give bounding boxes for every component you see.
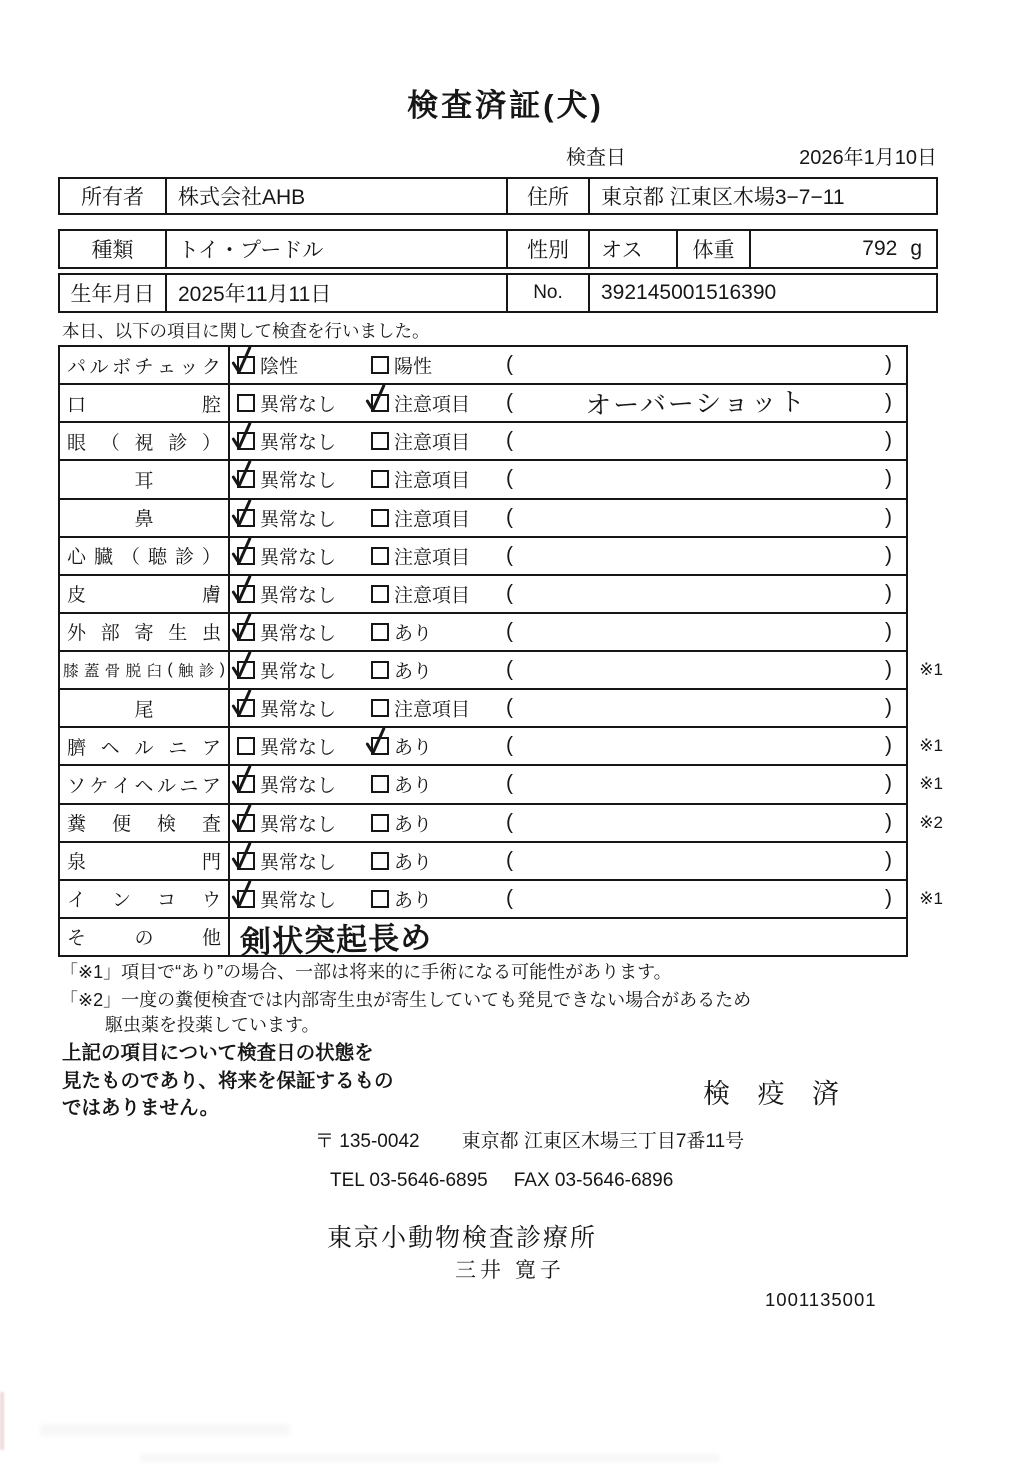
option-label: 注意項目 (394, 509, 471, 531)
checkbox-option-1[interactable] (237, 661, 255, 679)
option-label: あり (394, 623, 433, 645)
check-mark-icon (233, 688, 259, 718)
label-char: 脱 (125, 663, 142, 681)
label-char: ェ (156, 356, 176, 378)
label-char: 触 (178, 663, 194, 681)
label-char: 診 (168, 432, 188, 454)
checkbox-option-2[interactable] (371, 737, 389, 755)
exam-options (230, 652, 906, 688)
label-char: イ (67, 890, 87, 912)
checkbox-option-1[interactable] (237, 432, 255, 450)
checkbox-option-2[interactable] (371, 394, 389, 412)
label-char: 虫 (201, 623, 221, 645)
exam-options (230, 385, 906, 421)
label-char: ル (89, 356, 109, 378)
owner-address-label: 住所 (508, 179, 590, 213)
open-paren: ( (506, 352, 513, 376)
checkbox-option-1[interactable] (237, 699, 255, 717)
option-label: 陰性 (260, 356, 299, 378)
checkbox-option-2[interactable] (371, 547, 389, 565)
checkbox-option-1[interactable] (237, 890, 255, 908)
open-paren: ( (506, 657, 513, 681)
label-char: ボ (111, 356, 131, 378)
disclaimer-line-1: 上記の項目について検査日の状態を (62, 1042, 374, 1064)
close-paren: ) (885, 848, 892, 872)
label-char: イ (111, 775, 131, 797)
quarantine-stamp: 検 疫 済 (703, 1079, 850, 1109)
breed-value: トイ・プードル (167, 231, 508, 267)
exam-item-label (60, 881, 230, 917)
exam-options (230, 690, 906, 726)
option-label: 陽性 (394, 356, 433, 378)
exam-item-label: 耳 (60, 461, 230, 497)
check-mark-icon (233, 650, 259, 680)
label-char: 査 (201, 814, 221, 836)
option-label: 異常なし (260, 699, 337, 721)
checkbox-option-1[interactable] (237, 470, 255, 488)
weight-value-cell (751, 231, 936, 267)
dog-info-row-1 (58, 229, 938, 269)
checkbox-option-1[interactable] (237, 356, 255, 374)
label-char: 寄 (134, 623, 154, 645)
checkbox-option-2[interactable] (371, 852, 389, 870)
option-label: あり (394, 775, 433, 797)
open-paren: ( (506, 428, 513, 452)
exam-options (230, 461, 906, 497)
label-char: 聴 (147, 547, 167, 569)
footnote-mark: ※1 (919, 736, 943, 756)
label-char: パ (67, 356, 87, 378)
label-char: 泉 (67, 852, 87, 874)
open-paren: ( (506, 505, 513, 529)
check-mark-icon (233, 879, 259, 909)
checkbox-option-2[interactable] (371, 470, 389, 488)
exam-row (60, 919, 906, 960)
option-label: あり (394, 852, 433, 874)
checkbox-option-2[interactable] (371, 509, 389, 527)
dog-info-row-2 (58, 273, 938, 313)
exam-item-label: 鼻 (60, 500, 230, 536)
checkbox-option-2[interactable] (371, 890, 389, 908)
option-label: あり (394, 814, 433, 836)
birthdate-value: 2025年11月11日 (167, 275, 508, 311)
close-paren: ) (885, 657, 892, 681)
label-char: ッ (179, 356, 199, 378)
close-paren: ) (885, 733, 892, 757)
label-char: 眼 (67, 432, 87, 454)
option-label: 異常なし (260, 547, 337, 569)
option-label: 異常なし (260, 432, 337, 454)
exam-row (60, 538, 906, 576)
label-char: 口 (67, 394, 87, 416)
check-mark-icon (367, 726, 393, 756)
check-mark-icon (233, 841, 259, 871)
label-char: 臍 (67, 737, 87, 759)
owner-address: 東京都 江東区木場3−7−11 (601, 186, 845, 209)
exam-item-label (60, 766, 230, 802)
label-char: ル (134, 737, 154, 759)
label-char: 診 (198, 663, 215, 681)
check-mark-icon (233, 803, 259, 833)
check-mark-icon (233, 574, 259, 604)
check-mark-icon (233, 498, 259, 528)
footnote-mark: ※1 (919, 774, 943, 794)
exam-row (60, 766, 943, 804)
check-mark-icon (233, 536, 259, 566)
label-char: ヘ (100, 737, 120, 759)
option-label: 注意項目 (394, 547, 471, 569)
label-char: ケ (89, 775, 109, 797)
exam-item-label: 尾 (60, 690, 230, 726)
label-char: 骨 (104, 663, 121, 681)
breed-label: 種類 (60, 231, 167, 267)
sex-value: オス (590, 231, 678, 267)
option-label: 注意項目 (394, 699, 471, 721)
label-char: ル (156, 775, 176, 797)
checkbox-option-2[interactable] (371, 661, 389, 679)
check-mark-icon (233, 345, 259, 375)
option-label: 異常なし (260, 852, 337, 874)
clinic-fax: FAX 03-5646-6896 (513, 1170, 674, 1191)
examiner-name: 三井 寛子 (455, 1259, 565, 1282)
label-char: 外 (67, 623, 87, 645)
number-label: No. (508, 275, 590, 311)
clinic-address: 東京都 江東区木場三丁目7番11号 (461, 1131, 745, 1152)
owner-table (58, 177, 938, 215)
open-paren: ( (506, 695, 513, 719)
exam-row (60, 576, 906, 614)
label-char: ) (219, 661, 225, 679)
label-char: チ (134, 356, 154, 378)
exam-row (60, 461, 906, 499)
check-mark-icon (233, 421, 259, 451)
exam-row (60, 652, 943, 690)
number-value: 392145001516390 (601, 281, 777, 304)
check-mark-icon (233, 459, 259, 489)
label-char: ン (111, 890, 131, 912)
exam-table (58, 345, 943, 960)
checkbox-option-1[interactable] (237, 852, 255, 870)
inspection-date-row (566, 141, 937, 170)
label-char: 蓋 (83, 663, 100, 681)
option-label: 注意項目 (394, 394, 471, 416)
footnote-3: 駆虫薬を投薬しています。 (105, 1015, 320, 1035)
exam-options (230, 728, 906, 764)
label-char: の (134, 928, 154, 950)
checkbox-option-1[interactable] (237, 775, 255, 793)
exam-options (230, 576, 906, 612)
open-paren: ( (506, 619, 513, 643)
label-char: 皮 (67, 585, 87, 607)
handwritten-note: オーバーショット (584, 386, 808, 421)
exam-options (230, 347, 906, 383)
label-char: 検 (156, 814, 176, 836)
open-paren: ( (506, 543, 513, 567)
exam-item-label (60, 538, 230, 574)
label-char: 他 (201, 928, 221, 950)
checkbox-option-2[interactable] (371, 623, 389, 641)
checkbox-option-1[interactable] (237, 623, 255, 641)
open-paren: ( (506, 771, 513, 795)
page-title: 検査済証(犬) (407, 88, 604, 123)
scan-artifact (40, 1424, 290, 1436)
disclaimer-line-2: 見たものであり、将来を保証するもの (62, 1069, 394, 1092)
label-char: ク (201, 356, 221, 378)
scan-artifact (0, 1392, 4, 1450)
option-label: あり (394, 661, 433, 683)
exam-row (60, 423, 906, 461)
exam-options (230, 614, 906, 650)
inspection-date-label: 検査日 (566, 147, 626, 169)
option-label: あり (394, 737, 433, 759)
label-char: （ (120, 547, 140, 569)
exam-item-label (60, 576, 230, 612)
footnote-1: 「※1」項目で“あり”の場合、一部は将来的に手術になる可能性があります。 (60, 962, 672, 982)
option-label: 異常なし (260, 775, 337, 797)
exam-item-label (60, 728, 230, 764)
label-char: ニ (179, 775, 199, 797)
close-paren: ) (885, 390, 892, 414)
checkbox-option-1[interactable] (237, 737, 255, 755)
checkbox-option-1[interactable] (237, 585, 255, 603)
option-label: 注意項目 (394, 432, 471, 454)
exam-row (60, 728, 943, 766)
option-label: 異常なし (260, 509, 337, 531)
label-char: 臼 (146, 663, 163, 681)
open-paren: ( (506, 390, 513, 414)
close-paren: ) (885, 352, 892, 376)
option-label: 異常なし (260, 737, 337, 759)
close-paren: ) (885, 543, 892, 567)
option-label: 異常なし (260, 470, 337, 492)
label-char: 膝 (63, 663, 79, 681)
exam-item-label (60, 805, 230, 841)
exam-item-label (60, 919, 230, 955)
label-char: 視 (134, 432, 154, 454)
clinic-contact-line (330, 1170, 673, 1192)
open-paren: ( (506, 886, 513, 910)
exam-options (230, 538, 906, 574)
label-char: 糞 (67, 814, 87, 836)
footnote-mark: ※1 (919, 660, 943, 680)
close-paren: ) (885, 695, 892, 719)
inspection-date-value: 2026年1月10日 (799, 147, 937, 169)
label-char: 臓 (93, 547, 113, 569)
intro-text: 本日、以下の項目に関して検査を行いました。 (62, 321, 430, 341)
clinic-tel: TEL 03-5646-6895 (330, 1170, 488, 1191)
exam-row (60, 805, 943, 843)
clinic-address-line (315, 1126, 744, 1153)
scan-artifact (140, 1454, 720, 1462)
option-label: 異常なし (260, 585, 337, 607)
sex-label: 性別 (508, 231, 590, 267)
option-label: 異常なし (260, 890, 337, 912)
close-paren: ) (885, 428, 892, 452)
weight-label: 体重 (678, 231, 751, 267)
footnote-mark: ※2 (919, 812, 943, 832)
option-label: 注意項目 (394, 470, 471, 492)
checkbox-option-1[interactable] (237, 814, 255, 832)
close-paren: ) (885, 771, 892, 795)
exam-options (230, 500, 906, 536)
label-char: ニ (168, 737, 188, 759)
owner-label: 所有者 (60, 179, 167, 213)
label-char: （ (100, 432, 120, 454)
open-paren: ( (506, 733, 513, 757)
label-char: ア (201, 737, 221, 759)
exam-item-label (60, 423, 230, 459)
disclaimer-text (62, 1040, 394, 1123)
checkbox-option-2[interactable] (371, 814, 389, 832)
weight-unit: g (910, 237, 922, 260)
checkbox-option-1[interactable] (237, 394, 255, 412)
label-char: ウ (201, 890, 221, 912)
option-label: 異常なし (260, 661, 337, 683)
label-char: 膚 (201, 585, 221, 607)
birthdate-label: 生年月日 (60, 275, 167, 311)
postal-code: 〒 135-0042 (315, 1131, 420, 1152)
open-paren: ( (506, 848, 513, 872)
checkbox-option-1[interactable] (237, 547, 255, 565)
label-char: ア (201, 775, 221, 797)
exam-item-label (60, 843, 230, 879)
open-paren: ( (506, 810, 513, 834)
option-label: あり (394, 890, 433, 912)
clinic-name: 東京小動物検査診療所 (327, 1224, 598, 1252)
label-char: ヘ (134, 775, 154, 797)
label-char: そ (67, 928, 87, 950)
label-char: 心 (67, 547, 87, 569)
document-number: 1001135001 (765, 1289, 877, 1310)
checkbox-option-1[interactable] (237, 509, 255, 527)
exam-options (230, 423, 906, 459)
close-paren: ) (885, 886, 892, 910)
disclaimer-line-3: ではありません。 (62, 1097, 220, 1119)
close-paren: ) (885, 505, 892, 529)
weight-value: 792 (862, 237, 898, 260)
close-paren: ) (885, 619, 892, 643)
checkbox-option-2[interactable] (371, 356, 389, 374)
check-mark-icon (367, 383, 393, 413)
footnote-mark: ※1 (919, 888, 943, 908)
exam-row (60, 690, 906, 728)
label-char: 部 (100, 623, 120, 645)
label-char: ） (201, 547, 221, 569)
label-char: ） (201, 432, 221, 454)
exam-options (230, 881, 906, 917)
checkbox-option-2[interactable] (371, 585, 389, 603)
handwritten-entry: 剣状突起長め (239, 919, 433, 960)
close-paren: ) (885, 466, 892, 490)
label-char: 便 (111, 814, 131, 836)
option-label: 異常なし (260, 394, 337, 416)
check-mark-icon (233, 612, 259, 642)
open-paren: ( (506, 466, 513, 490)
exam-options (230, 766, 906, 802)
exam-options (230, 805, 906, 841)
label-char: コ (156, 890, 176, 912)
exam-row (60, 347, 906, 385)
label-char: 生 (168, 623, 188, 645)
check-mark-icon (233, 764, 259, 794)
checkbox-option-2[interactable] (371, 432, 389, 450)
label-char: ソ (67, 775, 87, 797)
exam-row (60, 843, 906, 881)
exam-item-label (60, 652, 230, 688)
label-char: 腔 (201, 394, 221, 416)
exam-row (60, 881, 943, 919)
checkbox-option-2[interactable] (371, 775, 389, 793)
label-char: 診 (174, 547, 194, 569)
exam-item-label (60, 347, 230, 383)
exam-item-label (60, 614, 230, 650)
open-paren: ( (506, 581, 513, 605)
exam-item-label (60, 385, 230, 421)
option-label: 注意項目 (394, 585, 471, 607)
exam-options (230, 843, 906, 879)
close-paren: ) (885, 810, 892, 834)
exam-options (230, 919, 906, 960)
owner-name: 株式会社AHB (167, 179, 508, 213)
label-char: ( (167, 661, 173, 679)
label-char: 門 (201, 852, 221, 874)
exam-row (60, 614, 906, 652)
checkbox-option-2[interactable] (371, 699, 389, 717)
exam-row (60, 500, 906, 538)
option-label: 異常なし (260, 623, 337, 645)
footnote-2: 「※2」一度の糞便検査では内部寄生虫が寄生していても発見できない場合があるため (60, 990, 752, 1010)
close-paren: ) (885, 581, 892, 605)
option-label: 異常なし (260, 814, 337, 836)
exam-row (60, 385, 906, 423)
